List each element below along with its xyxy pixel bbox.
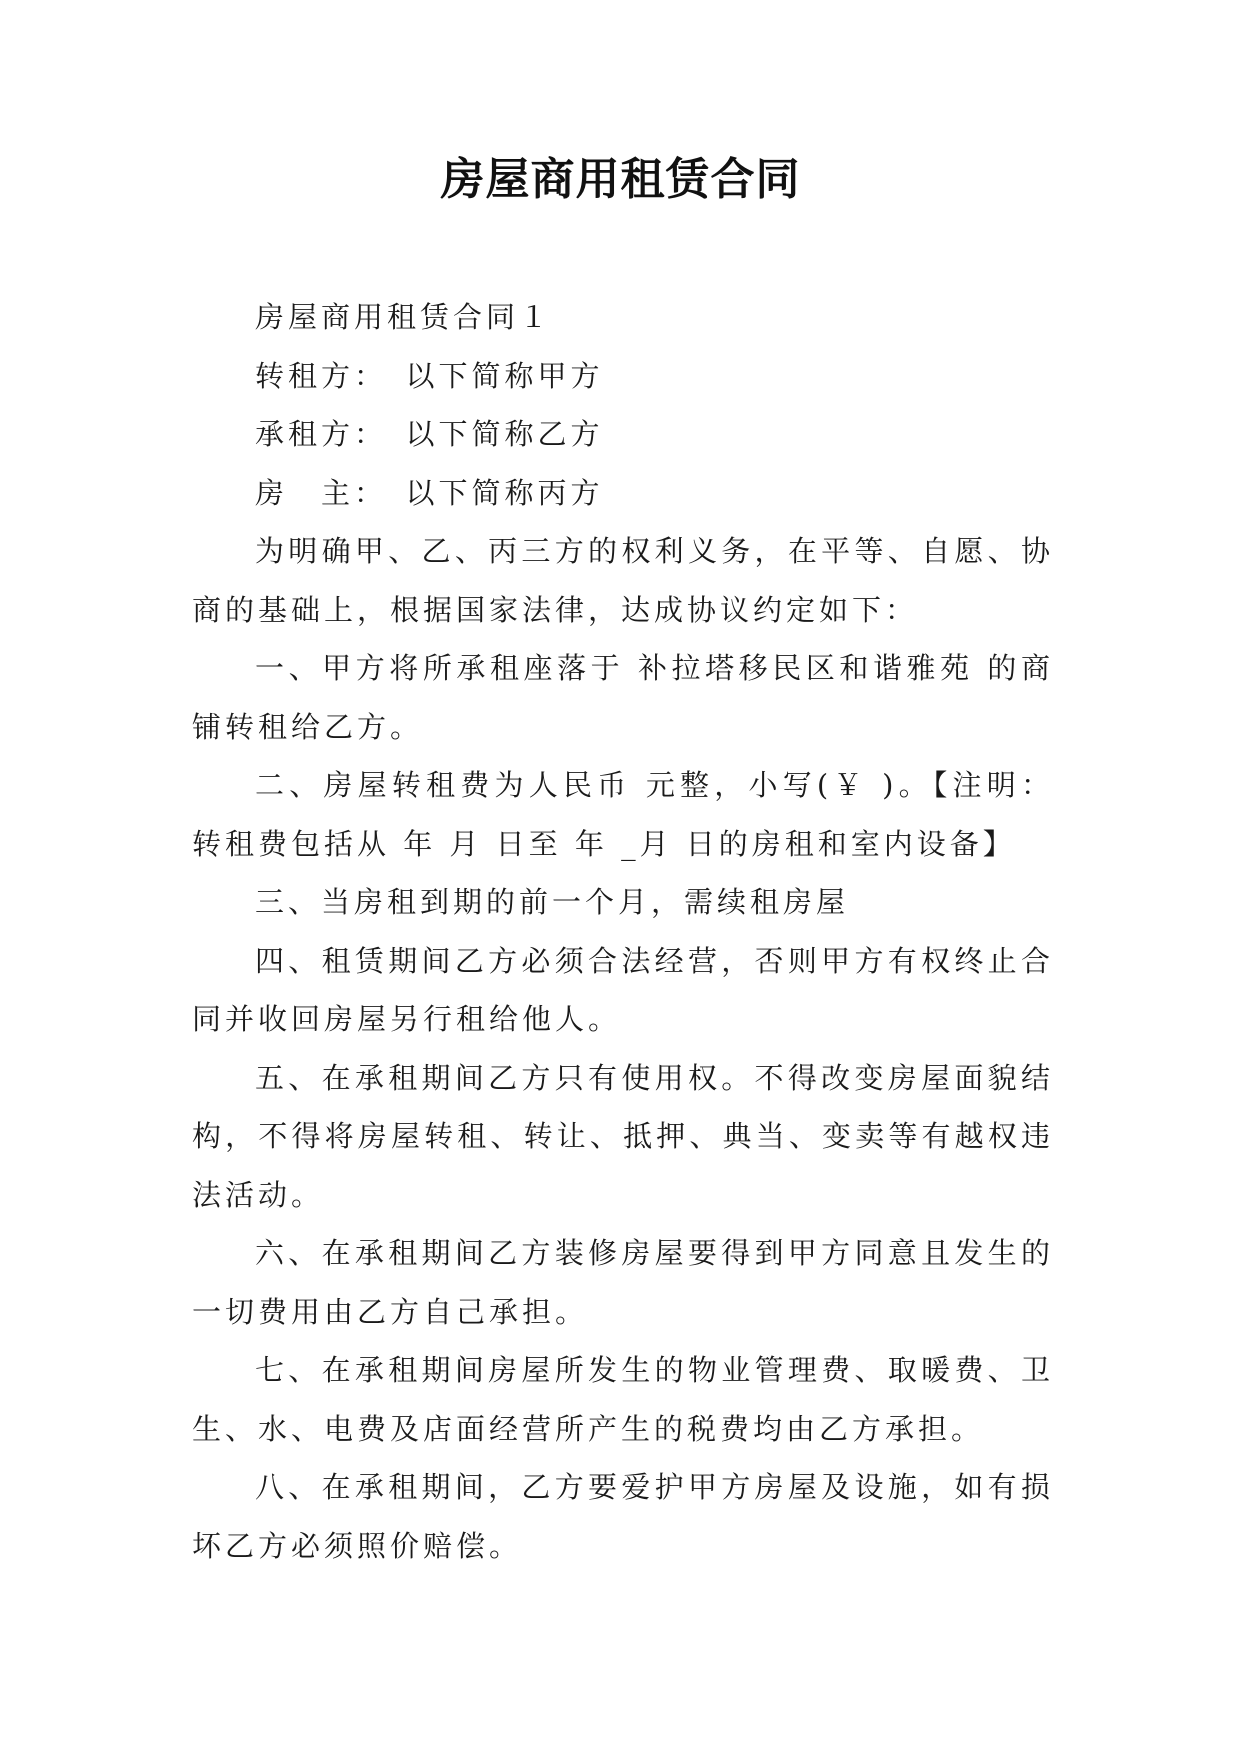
lessee-line: 承租方： 以下简称乙方 — [255, 417, 604, 451]
sublessor-line: 转租方： 以下简称甲方 — [255, 358, 604, 393]
preamble-paragraph: 为明确甲、乙、丙三方的权利义务，在平等、自愿、协商的基础上，根据国家法律，达成协议约定如下： — [192, 534, 1054, 627]
owner-line: 房 主： 以下简称丙方 — [255, 475, 604, 510]
document-title: 房屋商用租赁合同 — [440, 154, 801, 205]
clause-8: 八、在承租期间，乙方要爱护甲方房屋及设施，如有损坏乙方必须照价赔偿。 — [192, 1470, 1054, 1563]
clause-2: 二、房屋转租费为人民币 元整，小写(￥ )。【注明：转租费包括从 年 月 日至 年 _月 日的房租和室内设备】 — [192, 768, 1054, 861]
clause-4: 四、租赁期间乙方必须合法经营，否则甲方有权终止合同并收回房屋另行租给他人。 — [192, 943, 1054, 1036]
clause-1: 一、甲方将所承租座落于 补拉塔移民区和谐雅苑 的商铺转租给乙方。 — [192, 651, 1054, 744]
contract-number-line: 房屋商用租赁合同１ — [255, 300, 553, 334]
clause-6: 六、在承租期间乙方装修房屋要得到甲方同意且发生的一切费用由乙方自己承担。 — [192, 1236, 1054, 1329]
clause-5: 五、在承租期间乙方只有使用权。不得改变房屋面貌结构，不得将房屋转租、转让、抵押、典当、变卖等有越权违法活动。 — [192, 1060, 1054, 1212]
clause-7: 七、在承租期间房屋所发生的物业管理费、取暖费、卫生、水、电费及店面经营所产生的税费均由乙方承担。 — [192, 1353, 1054, 1446]
document-body — [192, 288, 1054, 1575]
clause-3: 三、当房租到期的前一个月，需续租房屋 — [255, 885, 850, 919]
